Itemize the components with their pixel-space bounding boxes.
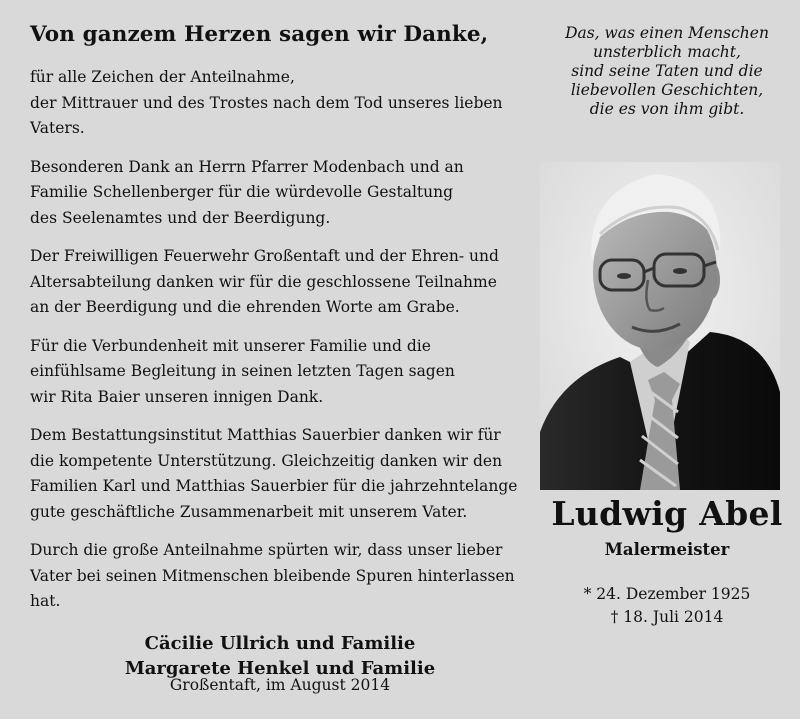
paragraph-care: Für die Verbundenheit mit unserer Familie und die einfühlsame Begleitung in seinen letzten Tagen sagen wir Rita Baier unseren innigen Dank. — [30, 336, 455, 406]
place-date: Großentaft, im August 2014 — [169, 676, 391, 694]
portrait-illustration — [540, 162, 780, 490]
memorial-quote: Das, was einen Menschen unsterblich macht, sind seine Taten und die liebevollen Geschichten, die es von ihm gibt. — [565, 24, 769, 118]
headline: Von ganzem Herzen sagen wir Danke, — [30, 22, 489, 47]
paragraph-condolences: für alle Zeichen der Anteilnahme, der Mittrauer und des Trostes nach dem Tod unseres lieben Vaters. — [30, 68, 503, 137]
paragraph-closing: Durch die große Anteilnahme spürten wir, dass unser lieber Vater bei seinen Mitmenschen bleibende Spuren hinterlassen hat. — [30, 541, 515, 610]
paragraph-funeral-home: Dem Bestattungsinstitut Matthias Sauerbier danken wir für die kompetente Unterstützung. Gleichzeitig danken wir den Familien Karl und Matthias Sauerbier für die jahrzehntelange gute geschäftliche Zusammenarbeit mit unserem Vater. — [30, 426, 518, 521]
death-date: † 18. Juli 2014 — [610, 608, 724, 626]
paragraph-pastor: Besonderen Dank an Herrn Pfarrer Modenbach und an Familie Schellenberger für die würdevolle Gestaltung des Seelenamtes und der Beerdigung. — [30, 157, 464, 227]
life-dates — [536, 583, 798, 629]
thank-you-text-column — [30, 22, 540, 681]
deceased-name: Ludwig Abel — [551, 494, 783, 533]
signatory-1: Cäcilie Ullrich und Familie — [144, 632, 416, 654]
signatory-2: Margarete Henkel und Familie — [124, 657, 436, 679]
signatories — [30, 631, 530, 681]
paragraph-fire-brigade: Der Freiwilligen Feuerwehr Großentaft und der Ehren- und Altersabteilung danken wir für die geschlossene Teilnahme an der Beerdigung und die ehrenden Worte am Grabe. — [30, 247, 499, 316]
portrait-photo-icon — [540, 162, 780, 490]
deceased-profession: Malermeister — [604, 540, 730, 559]
birth-date: * 24. Dezember 1925 — [583, 585, 751, 603]
